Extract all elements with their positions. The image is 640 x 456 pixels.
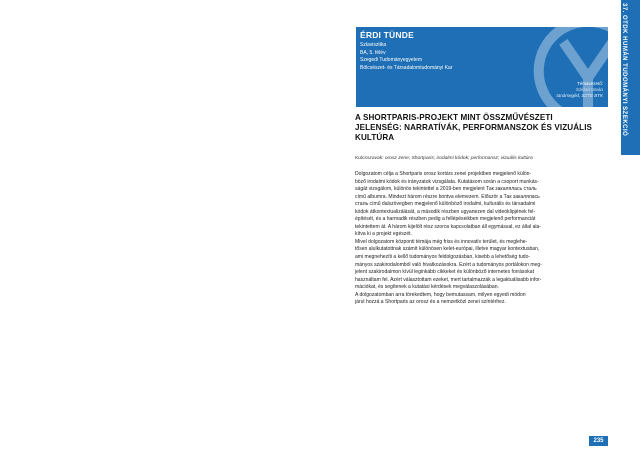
supervisor-title: tanársegéd, SZTE BTK: [556, 93, 603, 98]
body-line: Dolgozatom célja a Shortparis orosz kortárs zenei projektben megjelenő külön-: [355, 171, 532, 177]
title-line: A SHORTPARIS-PROJEKT MINT ÖSSZMŰVÉSZETI: [355, 113, 553, 122]
keywords: Kulcsszavak: orosz zene; Shortparis; irodalmi kódok; performansz; vizuális kultúra: [355, 156, 533, 161]
body-line: című albumra. Mindezt három részre bontva elemezem. Először a Так закалялась: [355, 193, 540, 200]
body-line: tekintettem át. A három kijelölt rész szoros kapcsolatban áll egymással, ez által ala-: [355, 223, 541, 230]
body-line: használtam fel. Azért választottam ezeket, mert tartalmazzák a legaktuálisabb infor-: [355, 276, 542, 283]
author-semester: BA, 5. félév: [360, 49, 386, 56]
body-line: mációkat, és segítenek a kutatási kérdések megválaszolásában.: [355, 284, 499, 291]
supervisor-role: Témavezető:: [576, 81, 603, 86]
body-line: ságát vizsgálom, különös tekintettel a 2019-ben megjelent Так закалялась сталь: [355, 186, 537, 193]
body-line: építését, és a harmadik részben pedig a fellépéseikben megjelenő performanciát: [355, 216, 536, 223]
body-line: járul hozzá a Shortparis az orosz és a nemzetközi zenei színtérhez.: [355, 299, 506, 306]
body-line: ami megnehezíti a kellő tudományos feldolgozásban, kisebb a lehetőség tudo-: [355, 254, 531, 261]
author-program: Szlavisztika: [360, 42, 387, 48]
supervisor-name: Szilárd István: [575, 87, 603, 92]
body-line: kítva ki a projekt egészét.: [355, 231, 412, 238]
author-info-box: [356, 27, 608, 107]
abstract-body: [355, 171, 610, 307]
author-details: [360, 42, 452, 72]
body-line: kódok átkontextualizálását, a második részben ugyanezen dal videóklipjének fel-: [355, 208, 536, 215]
article-title: [355, 113, 610, 144]
body-line: jelent szakirodalmon kívül leginkább cikkeket és különböző internetes forrásokat: [355, 269, 534, 276]
author-name: ÉRDI TÜNDE: [360, 30, 414, 40]
body-line: A dolgozatomban arra törekedtem, hogy bemutassam, milyen egyedi módon: [355, 291, 526, 298]
title-line: KULTÚRA: [355, 133, 395, 143]
author-university: Szegedi Tudományegyetem: [360, 57, 422, 63]
body-line: сталь című dalszövegben megjelenő különböző irodalmi, kulturális és társadalmi: [355, 201, 536, 208]
supervisor-info: [556, 81, 603, 99]
body-line: Mivel dolgozatom központi témája még friss és innovatív terület, és meglehe-: [355, 238, 528, 245]
title-line: JELENSÉG: NARRATÍVÁK, PERFORMANSZOK ÉS VIZUÁLIS: [355, 123, 593, 133]
body-line: tősen alulkutatottnak számít különösen kelet-európai, illetve magyar kontextusban,: [355, 246, 540, 253]
body-line: mányos szakirodalomból való hivatkozásokra. Ezért a tudományos portálokon meg-: [355, 261, 542, 268]
body-line: böző irodalmi kódok és irányzatok vizsgálata. Kutatásom során a csoport munkás-: [355, 178, 539, 185]
page-number: 235: [589, 436, 608, 446]
section-side-band: [621, 0, 640, 155]
author-faculty: Bölcsészet- és Társadalomtudományi Kar: [360, 64, 453, 71]
section-label: 37. OTDK HUMÁN TUDOMÁNYI SZEKCIÓ: [621, 3, 627, 137]
